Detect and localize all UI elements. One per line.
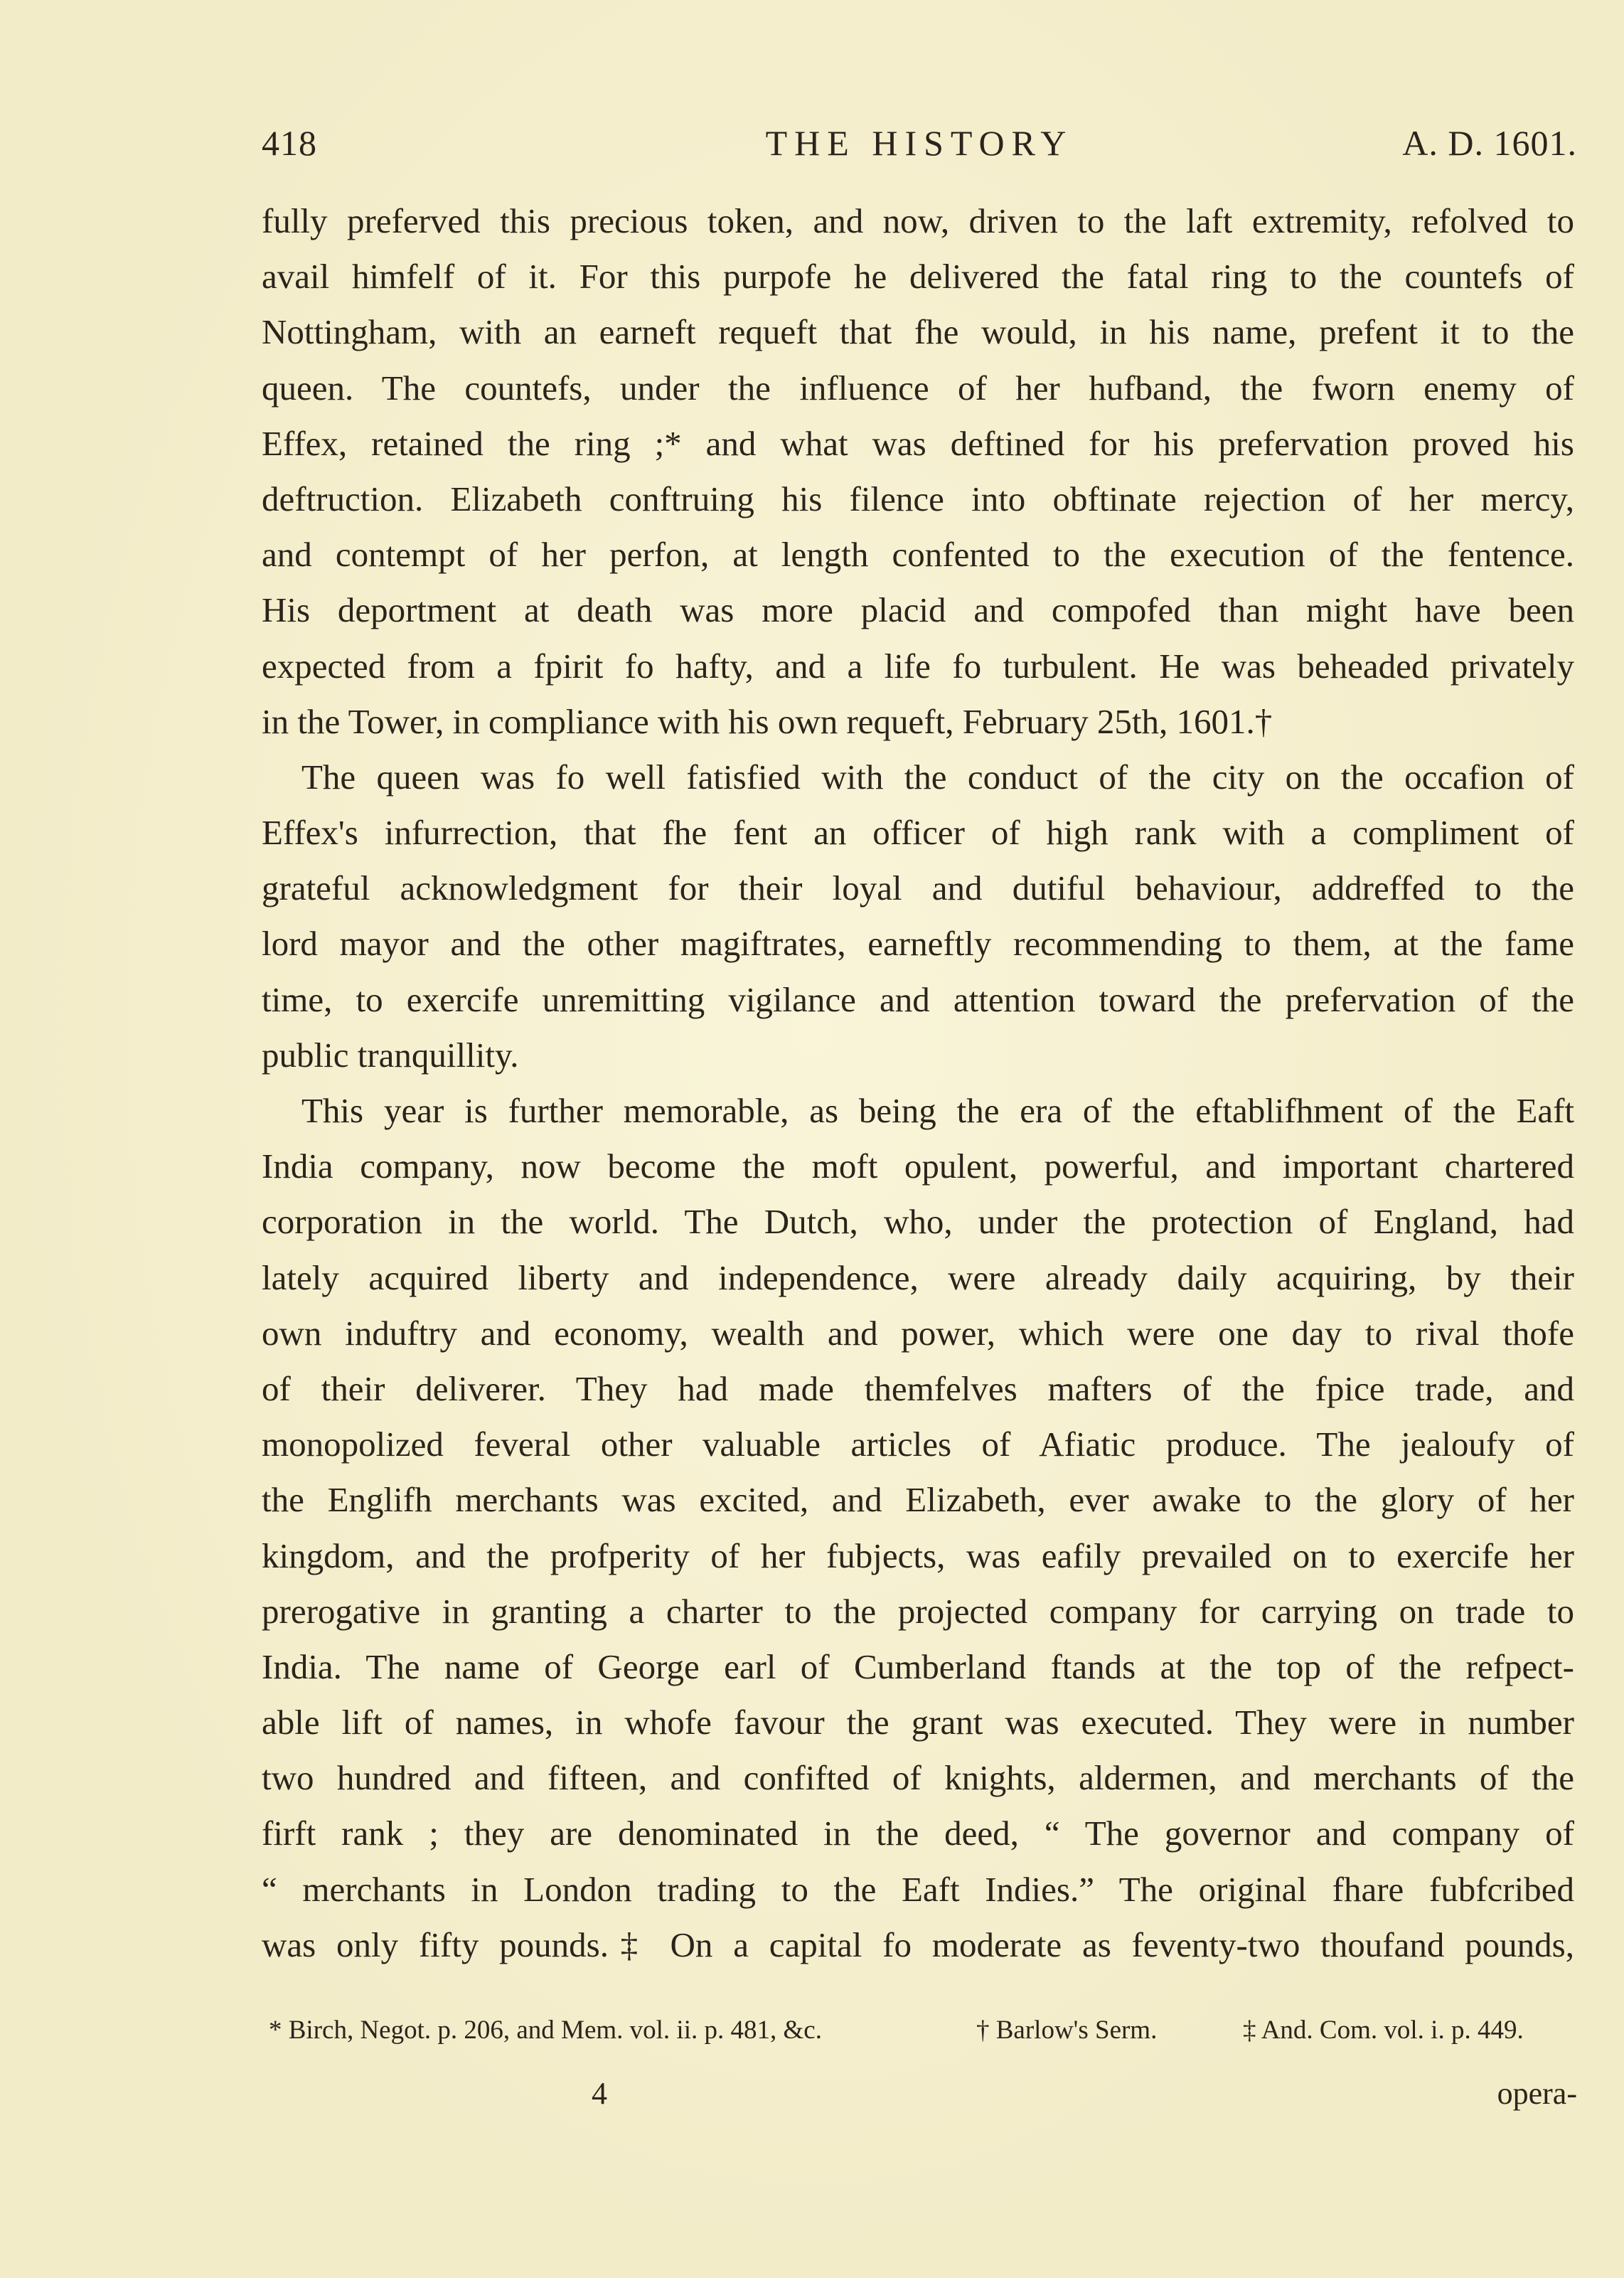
paragraph-start-line: The queen was fo well fatisfied with the conduct of the city on the occafion of — [301, 757, 1574, 797]
text-line: monopolized feveral other valuable articles of Afiatic produce. The jealoufy of — [262, 1425, 1574, 1464]
text-line: the Englifh merchants was excited, and Elizabeth, ever awake to the glory of her — [262, 1480, 1574, 1520]
text-line: lord mayor and the other magiftrates, earneftly recommending to them, at the fame — [262, 924, 1574, 964]
text-line: Effex, retained the ring ;* and what was deftined for his prefervation proved his — [262, 423, 1574, 463]
page-number: 418 — [262, 123, 317, 163]
signature-mark: 4 — [592, 2076, 607, 2111]
date-marker: A. D. 1601. — [1402, 123, 1577, 163]
text-line: grateful acknowledgment for their loyal and dutiful behaviour, addreffed to the — [262, 868, 1574, 908]
text-line: able lift of names, in whofe favour the grant was executed. They were in number — [262, 1703, 1574, 1742]
text-line: “ merchants in London trading to the Eaft Indies.” The original fhare fubfcribed — [262, 1869, 1574, 1909]
text-line: India company, now become the moft opulent, powerful, and important chartered — [262, 1146, 1574, 1186]
text-line: avail himfelf of it. For this purpofe he delivered the fatal ring to the countefs of — [262, 257, 1574, 297]
text-line: fully preferved this precious token, and now, driven to the laft extremity, refolved to — [262, 201, 1574, 240]
footnote-dagger: † Barlow's Serm. — [976, 2016, 1158, 2045]
text-line: of their deliverer. They had made themfelves mafters of the fpice trade, and — [262, 1368, 1574, 1408]
text-line: expected from a fpirit fo hafty, and a life fo turbulent. He was beheaded privately — [262, 646, 1574, 686]
running-title: THE HISTORY — [765, 123, 1074, 163]
text-line: queen. The countefs, under the influence of her hufband, the fworn enemy of — [262, 368, 1574, 408]
footnotes — [269, 2015, 1574, 2050]
text-line: and contempt of her perfon, at length confented to the execution of the fentence. — [262, 535, 1574, 575]
catchword: opera- — [1497, 2076, 1577, 2111]
text-line: two hundred and fifteen, and confifted of knights, aldermen, and merchants of the — [262, 1758, 1574, 1798]
text-line: Effex's infurrection, that fhe fent an officer of high rank with a compliment of — [262, 813, 1574, 853]
text-line: public tranquillity. — [262, 1035, 519, 1075]
text-line: was only fifty pounds.‡ On a capital fo moderate as feventy-two thoufand pounds, — [262, 1925, 1574, 1964]
text-line: time, to exercife unremitting vigilance and attention toward the prefervation of the — [262, 979, 1574, 1019]
text-line: kingdom, and the profperity of her fubjects, was eafily prevailed on to exercife her — [262, 1535, 1574, 1575]
paragraph-start-line: This year is further memorable, as being the era of the eftablifhment of the Eaft — [301, 1091, 1574, 1130]
body-text — [262, 193, 1574, 1973]
text-line: His deportment at death was more placid and compofed than might have been — [262, 590, 1574, 630]
text-line: lately acquired liberty and independence, were already daily acquiring, by their — [262, 1257, 1574, 1297]
page-header — [262, 122, 1577, 172]
footnote-double-dagger: ‡ And. Com. vol. i. p. 449. — [1243, 2016, 1524, 2045]
text-line: deftruction. Elizabeth conftruing his filence into obftinate rejection of her mercy, — [262, 479, 1574, 518]
text-line: own induftry and economy, wealth and power, which were one day to rival thofe — [262, 1313, 1574, 1353]
text-line: prerogative in granting a charter to the projected company for carrying on trade to — [262, 1591, 1574, 1631]
text-line: in the Tower, in compliance with his own requeft, February 25th, 1601.† — [262, 701, 1273, 741]
text-line: corporation in the world. The Dutch, who, under the protection of England, had — [262, 1202, 1574, 1242]
text-line: India. The name of George earl of Cumberland ftands at the top of the refpect- — [262, 1646, 1574, 1686]
text-line: firft rank ; they are denominated in the deed, “ The governor and company of — [262, 1814, 1574, 1853]
footnote-asterisk: * Birch, Negot. p. 206, and Mem. vol. ii. p. 481, &c. — [269, 2016, 822, 2045]
text-line: Nottingham, with an earneft requeft that fhe would, in his name, prefent it to the — [262, 312, 1574, 352]
